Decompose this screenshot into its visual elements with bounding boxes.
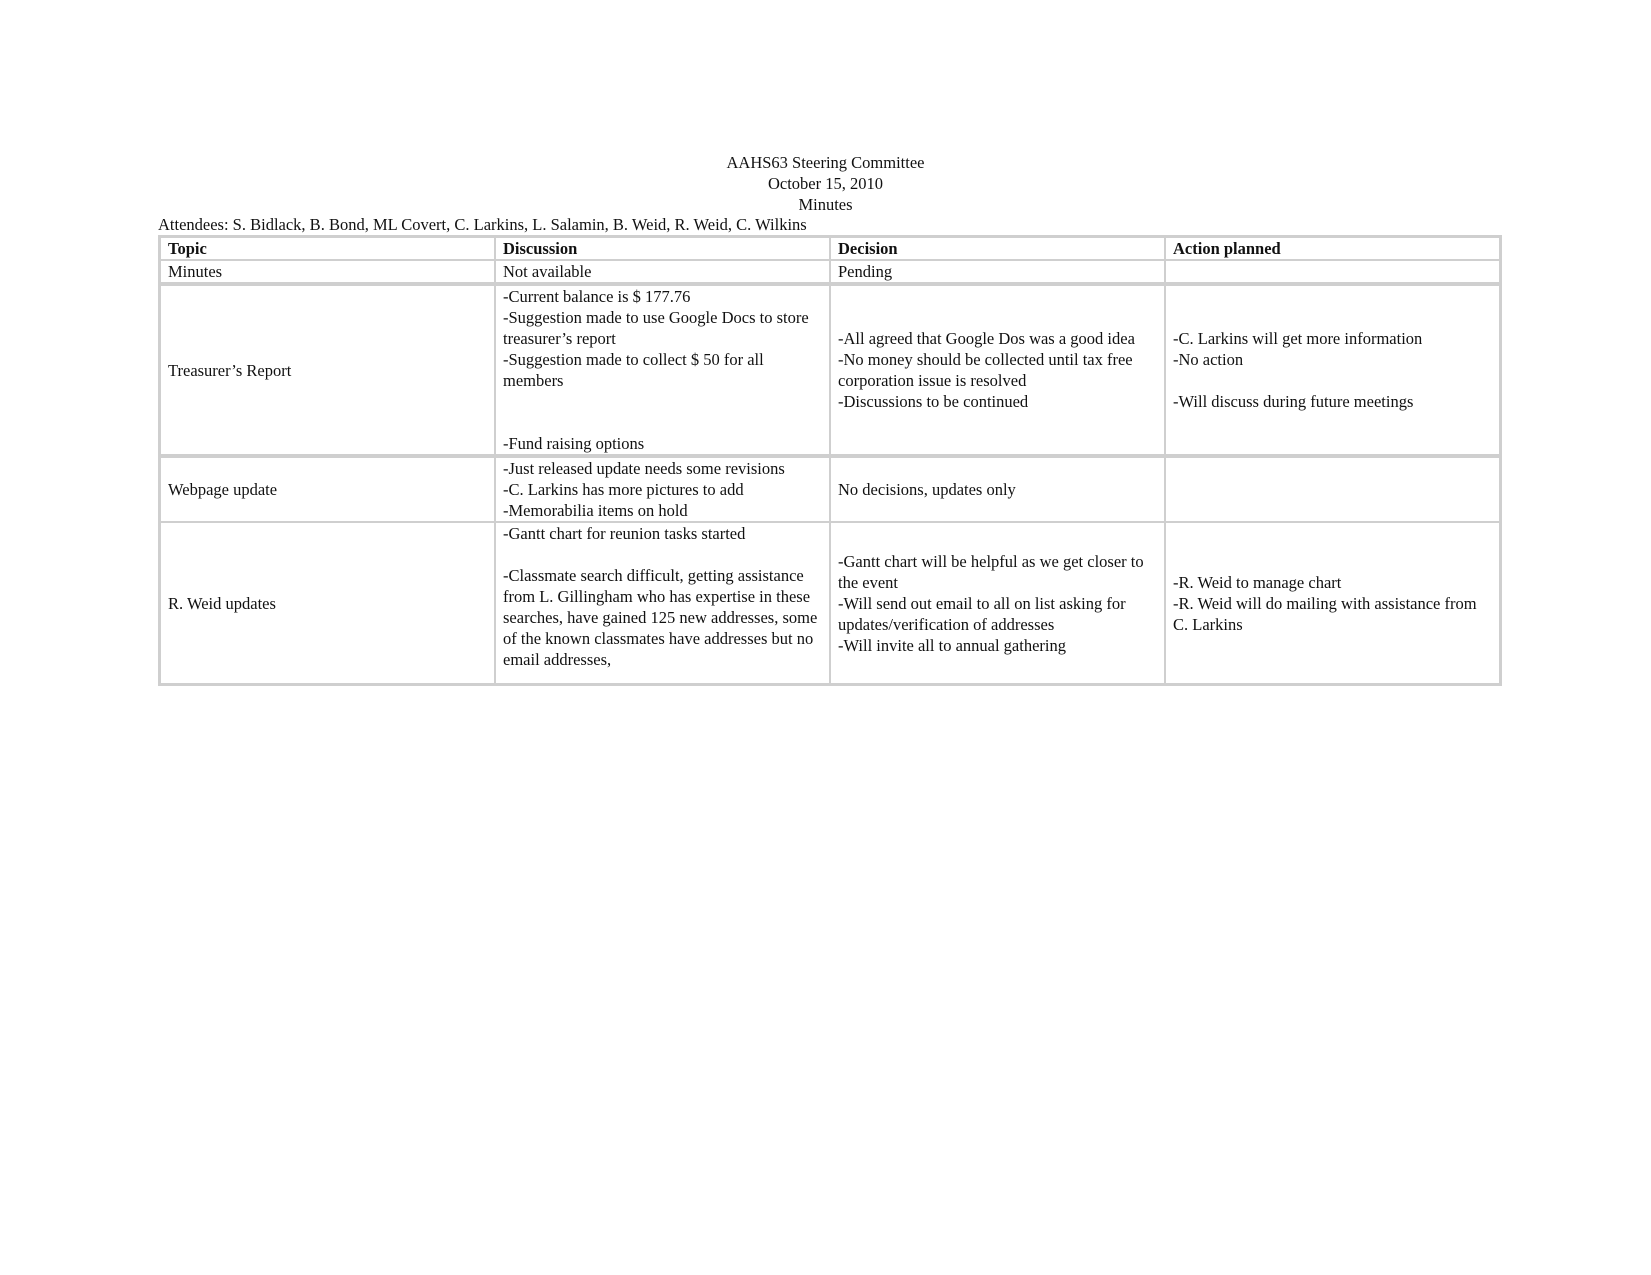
column-header-discussion: Discussion [495, 237, 830, 260]
spacer [503, 544, 822, 565]
discussion-cell [495, 522, 830, 684]
discussion-item: Not available [503, 262, 592, 281]
committee-name: AAHS63 Steering Committee [726, 153, 925, 172]
table-row-treasurer [160, 283, 1500, 455]
discussion-cell [495, 455, 830, 522]
discussion-item: -Current balance is $ 177.76 [503, 287, 691, 306]
column-header-topic: Topic [160, 237, 495, 260]
action-cell [1165, 283, 1500, 455]
decision-item: -Discussions to be continued [838, 392, 1029, 411]
decision-cell [830, 260, 1165, 283]
action-item: -R. Weid to manage chart [1173, 572, 1342, 592]
column-header-decision: Decision [830, 237, 1165, 260]
document-header [0, 152, 1651, 215]
table-row-webpage [160, 455, 1500, 522]
decision-cell [830, 522, 1165, 684]
action-cell [1165, 260, 1500, 283]
decision-cell [830, 283, 1165, 455]
decision-item: Pending [838, 262, 893, 281]
discussion-item: -C. Larkins has more pictures to add [503, 480, 744, 499]
table-row-rweid [160, 522, 1500, 684]
discussion-cell [495, 260, 830, 283]
topic-cell: Webpage update [160, 455, 495, 522]
discussion-cell [495, 283, 830, 455]
discussion-item: -Just released update needs some revisions [503, 459, 785, 478]
decision-item: -Will invite all to annual gathering [838, 635, 1066, 655]
discussion-item: -Memorabilia items on hold [503, 501, 688, 520]
topic-cell: R. Weid updates [160, 522, 495, 684]
spacer [503, 391, 822, 433]
discussion-item: -Suggestion made to collect $ 50 for all members [503, 350, 764, 390]
table-row-minutes [160, 260, 1500, 283]
action-cell [1165, 455, 1500, 522]
action-item: -C. Larkins will get more information [1173, 329, 1423, 348]
decision-item: -All agreed that Google Dos was a good idea [838, 329, 1135, 348]
discussion-item: -Suggestion made to use Google Docs to store treasurer’s report [503, 308, 809, 348]
decision-item: No decisions, updates only [838, 480, 1016, 499]
attendees-line: Attendees: S. Bidlack, B. Bond, ML Covert, C. Larkins, L. Salamin, B. Weid, R. Weid, C. Wilkins [158, 215, 807, 234]
action-item: -No action [1173, 350, 1244, 369]
decision-cell [830, 455, 1165, 522]
action-item: -Will discuss during future meetings [1173, 392, 1414, 411]
topic-cell: Minutes [160, 260, 495, 283]
action-cell [1165, 522, 1500, 684]
meeting-date: October 15, 2010 [767, 174, 884, 193]
decision-item: -No money should be collected until tax free corporation issue is resolved [838, 350, 1133, 390]
document-title: Minutes [798, 195, 853, 214]
decision-item: -Will send out email to all on list asking for updates/verification of addresses [838, 593, 1126, 634]
discussion-item: -Gantt chart for reunion tasks started [503, 524, 746, 543]
table-header-row [160, 237, 1500, 260]
column-header-action: Action planned [1165, 237, 1500, 260]
spacer [1173, 370, 1492, 391]
action-item: -R. Weid will do mailing with assistance from C. Larkins [1173, 593, 1477, 634]
discussion-item: -Classmate search difficult, getting assistance from L. Gillingham who has expertise in these searches, have gained 125 new addresses, some of the known classmates have addresses but no email addresses, [503, 566, 818, 669]
minutes-table [158, 235, 1502, 686]
decision-item: -Gantt chart will be helpful as we get closer to the event [838, 551, 1144, 592]
topic-cell: Treasurer’s Report [160, 283, 495, 455]
discussion-item: -Fund raising options [503, 434, 645, 453]
